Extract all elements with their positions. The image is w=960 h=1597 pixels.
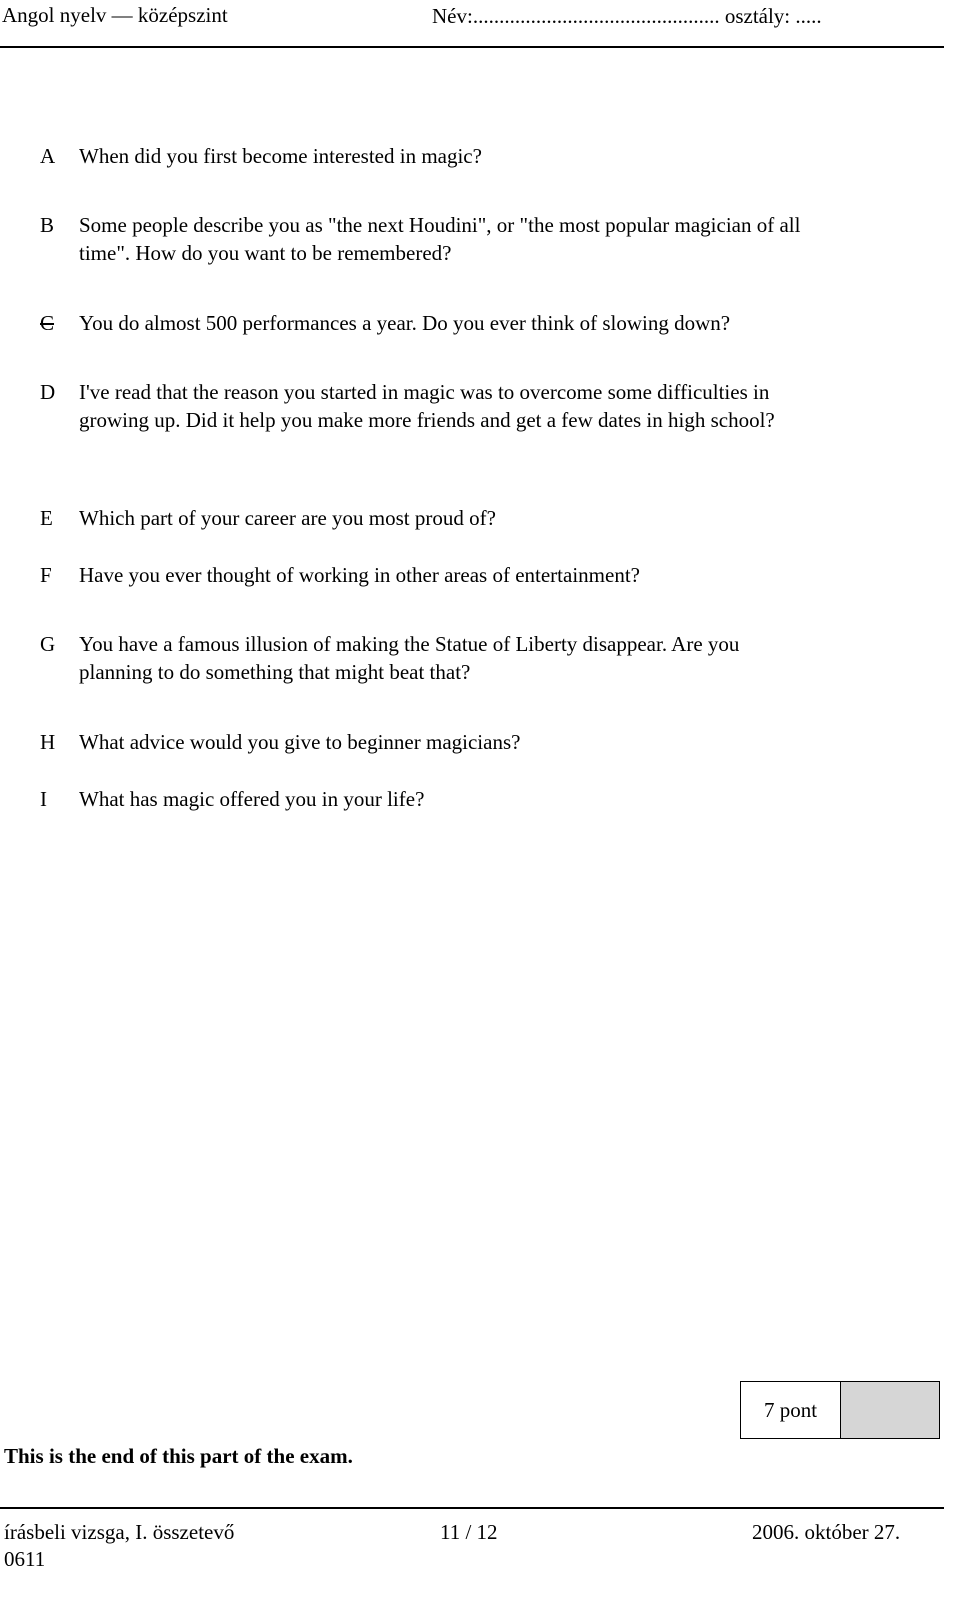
page-header bbox=[0, 0, 944, 48]
footer-divider bbox=[0, 1507, 944, 1509]
question-text: What advice would you give to beginner magicians? bbox=[79, 730, 521, 754]
subject-title: Angol nyelv — középszint bbox=[2, 3, 228, 27]
question-letter: F bbox=[40, 563, 52, 587]
footer-code: 0611 bbox=[4, 1547, 46, 1571]
question-text: I've read that the reason you started in magic was to overcome some difficulties in growing up. Did it help you make more friends and get a few dates in high school? bbox=[79, 380, 775, 432]
question-letter: E bbox=[40, 506, 53, 530]
footer-date: 2006. október 27. bbox=[752, 1520, 901, 1544]
question-text: What has magic offered you in your life? bbox=[79, 787, 425, 811]
question-letter: B bbox=[40, 213, 55, 237]
question-text: Have you ever thought of working in other areas of entertainment? bbox=[79, 563, 640, 587]
question-text: When did you first become interested in magic? bbox=[79, 144, 482, 168]
question-letter: A bbox=[40, 144, 56, 168]
footer-page-number: 11 / 12 bbox=[440, 1520, 498, 1544]
question-text: Which part of your career are you most proud of? bbox=[79, 506, 496, 530]
name-class-field: Név:............................................... osztály: ..... bbox=[432, 4, 822, 28]
score-value-cell bbox=[841, 1382, 939, 1438]
question-text: You do almost 500 performances a year. Do you ever think of slowing down? bbox=[79, 311, 731, 335]
question-text: Some people describe you as "the next Houdini", or "the most popular magician of all time". How do you want to be remembered? bbox=[79, 213, 801, 265]
score-box bbox=[740, 1381, 940, 1439]
end-of-part-note: This is the end of this part of the exam. bbox=[4, 1444, 353, 1468]
question-letter: H bbox=[40, 730, 56, 754]
score-label: 7 pont bbox=[741, 1382, 841, 1438]
question-letter: G bbox=[40, 632, 56, 656]
footer-exam-type: írásbeli vizsga, I. összetevő bbox=[4, 1520, 235, 1544]
question-letter: D bbox=[40, 380, 56, 404]
question-text: You have a famous illusion of making the Statue of Liberty disappear. Are you planning to do something that might beat that? bbox=[79, 632, 740, 684]
question-letter: C bbox=[40, 311, 55, 335]
question-letter: I bbox=[40, 787, 47, 811]
